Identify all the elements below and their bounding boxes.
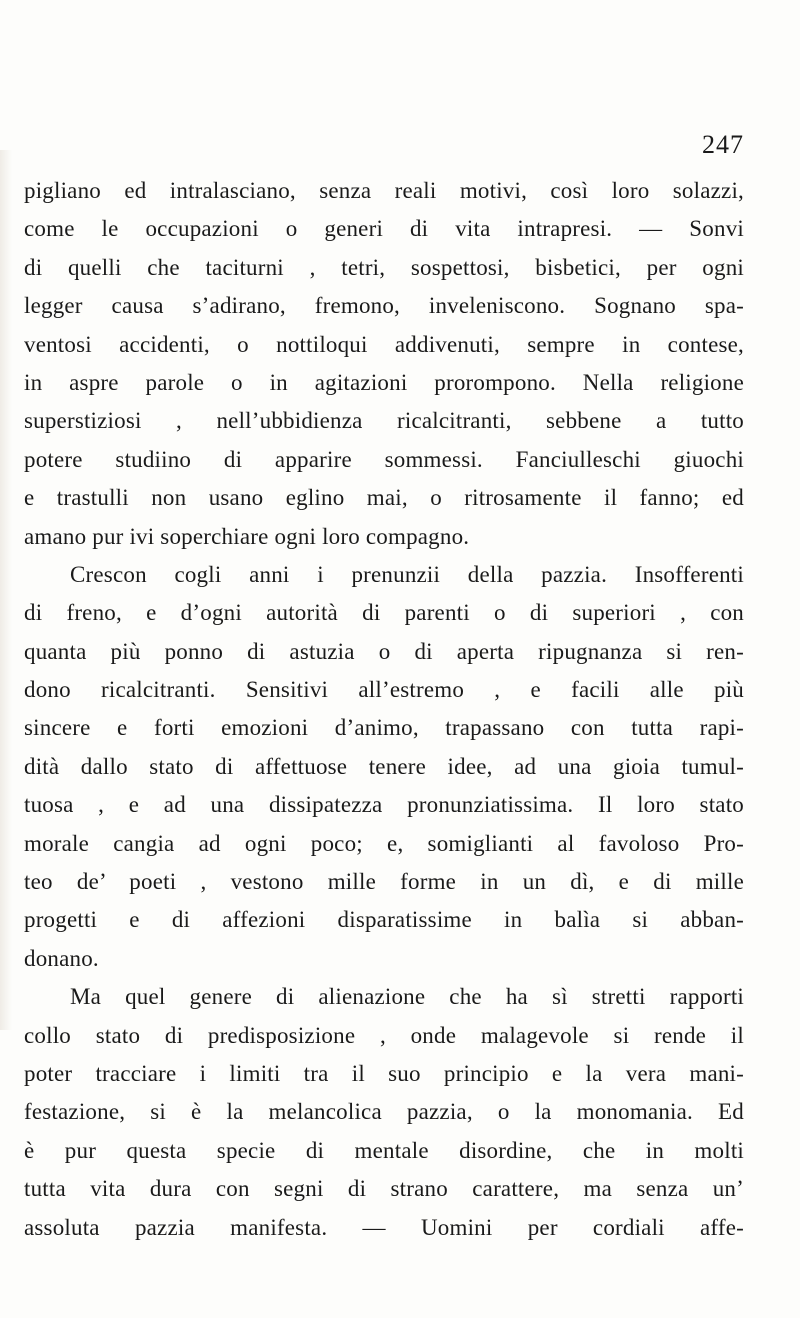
binding-gutter	[0, 150, 12, 1030]
page-number: 247	[702, 130, 744, 159]
text-line: come le occupazioni o generi di vita intrapresi. — Sonvi	[24, 216, 744, 242]
text-line: e trastulli non usano eglino mai, o ritrosamente il fanno; ed	[24, 485, 744, 511]
text-line: collo stato di predisposizione , onde malagevole si rende il	[24, 1022, 744, 1048]
text-line: legger causa s’adirano, fremono, inveleniscono. Sognano spa-	[24, 293, 744, 319]
body-text	[24, 172, 744, 1247]
text-line: sincere e forti emozioni d’animo, trapassano con tutta rapi-	[24, 715, 744, 741]
text-line: tuosa , e ad una dissipatezza pronunziatissima. Il loro stato	[24, 792, 744, 818]
text-line: pigliano ed intralasciano, senza reali motivi, così loro solazzi,	[24, 178, 744, 203]
text-line: potere studiino di apparire sommessi. Fanciulleschi giuochi	[24, 446, 744, 472]
text-line: di freno, e d’ogni autorità di parenti o di superiori , con	[24, 600, 744, 626]
text-line: ventosi accidenti, o nottiloqui addivenuti, sempre in contese,	[24, 331, 744, 357]
text-line: amano pur ivi soperchiare ogni loro compagno.	[24, 523, 470, 549]
text-line: di quelli che taciturni , tetri, sospettosi, bisbetici, per ogni	[24, 254, 744, 280]
text-line: donano.	[24, 945, 99, 971]
text-line: dono ricalcitranti. Sensitivi all’estremo , e facili alle più	[24, 677, 744, 703]
text-line: dità dallo stato di affettuose tenere idee, ad una gioia tumul-	[24, 753, 744, 779]
text-line: Crescon cogli anni i prenunzii della pazzia. Insofferenti	[70, 561, 744, 587]
text-line: è pur questa specie di mentale disordine, che in molti	[24, 1137, 744, 1163]
text-line: Ma quel genere di alienazione che ha sì stretti rapporti	[70, 984, 744, 1010]
text-line: poter tracciare i limiti tra il suo principio e la vera mani-	[24, 1060, 744, 1086]
text-line: progetti e di affezioni disparatissime in balìa si abban-	[24, 907, 744, 933]
text-line: morale cangia ad ogni poco; e, somiglianti al favoloso Pro-	[24, 830, 744, 856]
text-line: tutta vita dura con segni di strano carattere, ma senza un’	[24, 1176, 744, 1202]
text-line: quanta più ponno di astuzia o di aperta ripugnanza si ren-	[24, 638, 744, 664]
text-line: assoluta pazzia manifesta. — Uomini per cordiali affe-	[24, 1214, 744, 1240]
text-line: festazione, si è la melancolica pazzia, o la monomania. Ed	[24, 1099, 744, 1125]
text-line: superstiziosi , nell’ubbidienza ricalcitranti, sebbene a tutto	[24, 408, 744, 434]
text-line: in aspre parole o in agitazioni prorompono. Nella religione	[24, 369, 744, 395]
text-line: teo de’ poeti , vestono mille forme in un dì, e di mille	[24, 869, 744, 895]
